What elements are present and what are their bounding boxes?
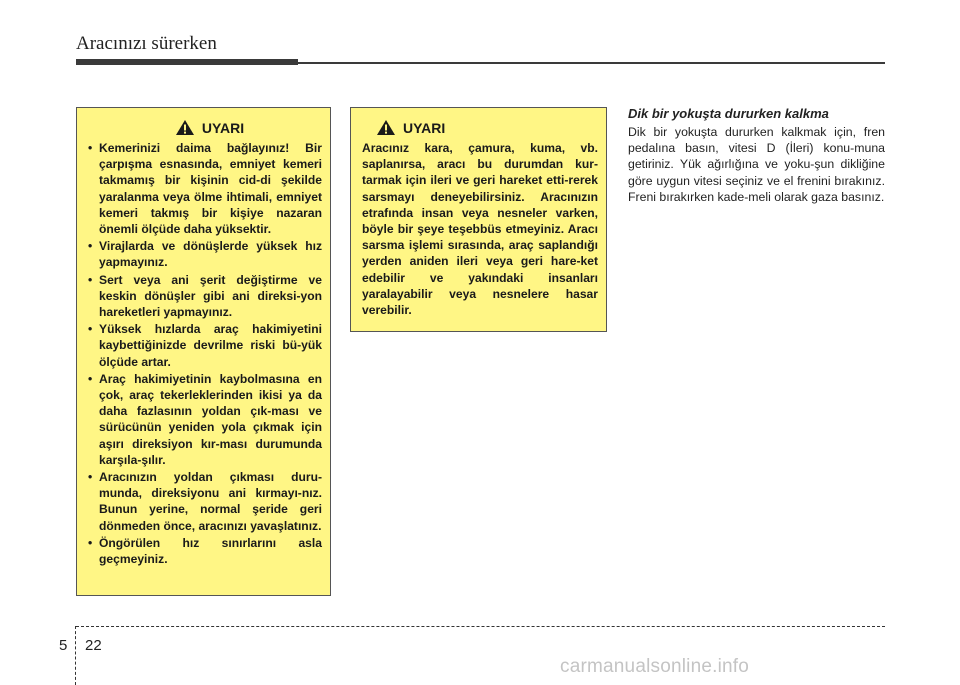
warning-title: UYARI — [403, 119, 446, 136]
warning-item: • Araç hakimiyetinin kaybolmasına en çok, araç tekerleklerinden ikisi ya da daha fazlasının yoldan çık-ması ve sürücünün yeniden yola çıkmak için aşırı direksiyon kır-ması durumunda karşıla-şılır. — [88, 371, 322, 467]
page-number: 22 — [85, 637, 102, 654]
header-rule-thick — [76, 59, 298, 65]
warning-item: • Kemerinizi daima bağlayınız! Bir çarpışma esnasında, emniyet kemeri takmamış bir kişinin cid-di şekilde yaralanma veya ölme ihtimali, emniyet kemeri takmış bir kişiye nazaran önemli ölçüde daha yüksektir. — [88, 141, 322, 237]
warning-item: • Yüksek hızlarda araç hakimiyetini kaybettiğinizde devrilme riski bü-yük ölçüde artar. — [88, 322, 322, 369]
chapter-number: 5 — [59, 637, 68, 654]
warning-header — [376, 119, 598, 136]
warning-item: • Sert veya ani şerit değiştirme ve keskin dönüşler gibi ani direksi-yon hareketleri yapmayınız. — [88, 272, 322, 320]
warning-item: • Virajlarda ve dönüşlerde yüksek hız yapmayınız. — [88, 239, 322, 270]
warning-list — [87, 140, 322, 567]
footer-rule — [76, 626, 885, 627]
footer-divider — [75, 626, 76, 685]
warning-item: • Aracınızın yoldan çıkması duru-munda, direksiyonu ani kırmayı-nız. Bunun yerine, normal şeride geri dönmeden önce, aracınızı yavaşlatınız. — [88, 470, 322, 533]
warning-triangle-icon — [376, 119, 396, 136]
warning-text: Aracınız kara, çamura, kuma, vb. saplanırsa, aracı bu durumdan kur-tarmak için ileri ve geri hareket etti-rerek sarsmayı deneyebilirsiniz. Aracınızın etrafında insan veya nesneler varken, böyle bir şeye teşebbüs etmeyiniz. Aracı sarsma işlemi sırasında, araç saplandığı yerden aniden ileri veya geri hare-ket edebilir ve yakındaki insanları yaralayabilir veya nesnelere hasar verebilir. — [362, 141, 598, 318]
warning-box-stuck-vehicle — [350, 107, 607, 332]
warning-header — [97, 119, 322, 136]
page-header-title: Aracınızı sürerken — [76, 33, 217, 54]
section-hill-start — [628, 106, 885, 205]
section-heading: Dik bir yokuşta dururken kalkma — [628, 106, 829, 121]
warning-triangle-icon — [175, 119, 195, 136]
watermark: carmanualsonline.info — [560, 656, 750, 677]
warning-item: • Öngörülen hız sınırlarını asla geçmeyiniz. — [88, 535, 322, 567]
section-body: Dik bir yokuşta dururken kalkmak için, fren pedalına basın, vitesi D (İleri) konu-muna getiriniz. Yük ağırlığına ve yoku-şun dikliğine göre uygun vitesi seçiniz ve el frenini bırakınız. Freni bırakırken kade-meli olarak gaza basınız. — [628, 125, 885, 204]
header-rule-thin — [298, 62, 885, 64]
warning-box-seatbelt — [76, 107, 331, 596]
warning-title: UYARI — [201, 119, 245, 136]
